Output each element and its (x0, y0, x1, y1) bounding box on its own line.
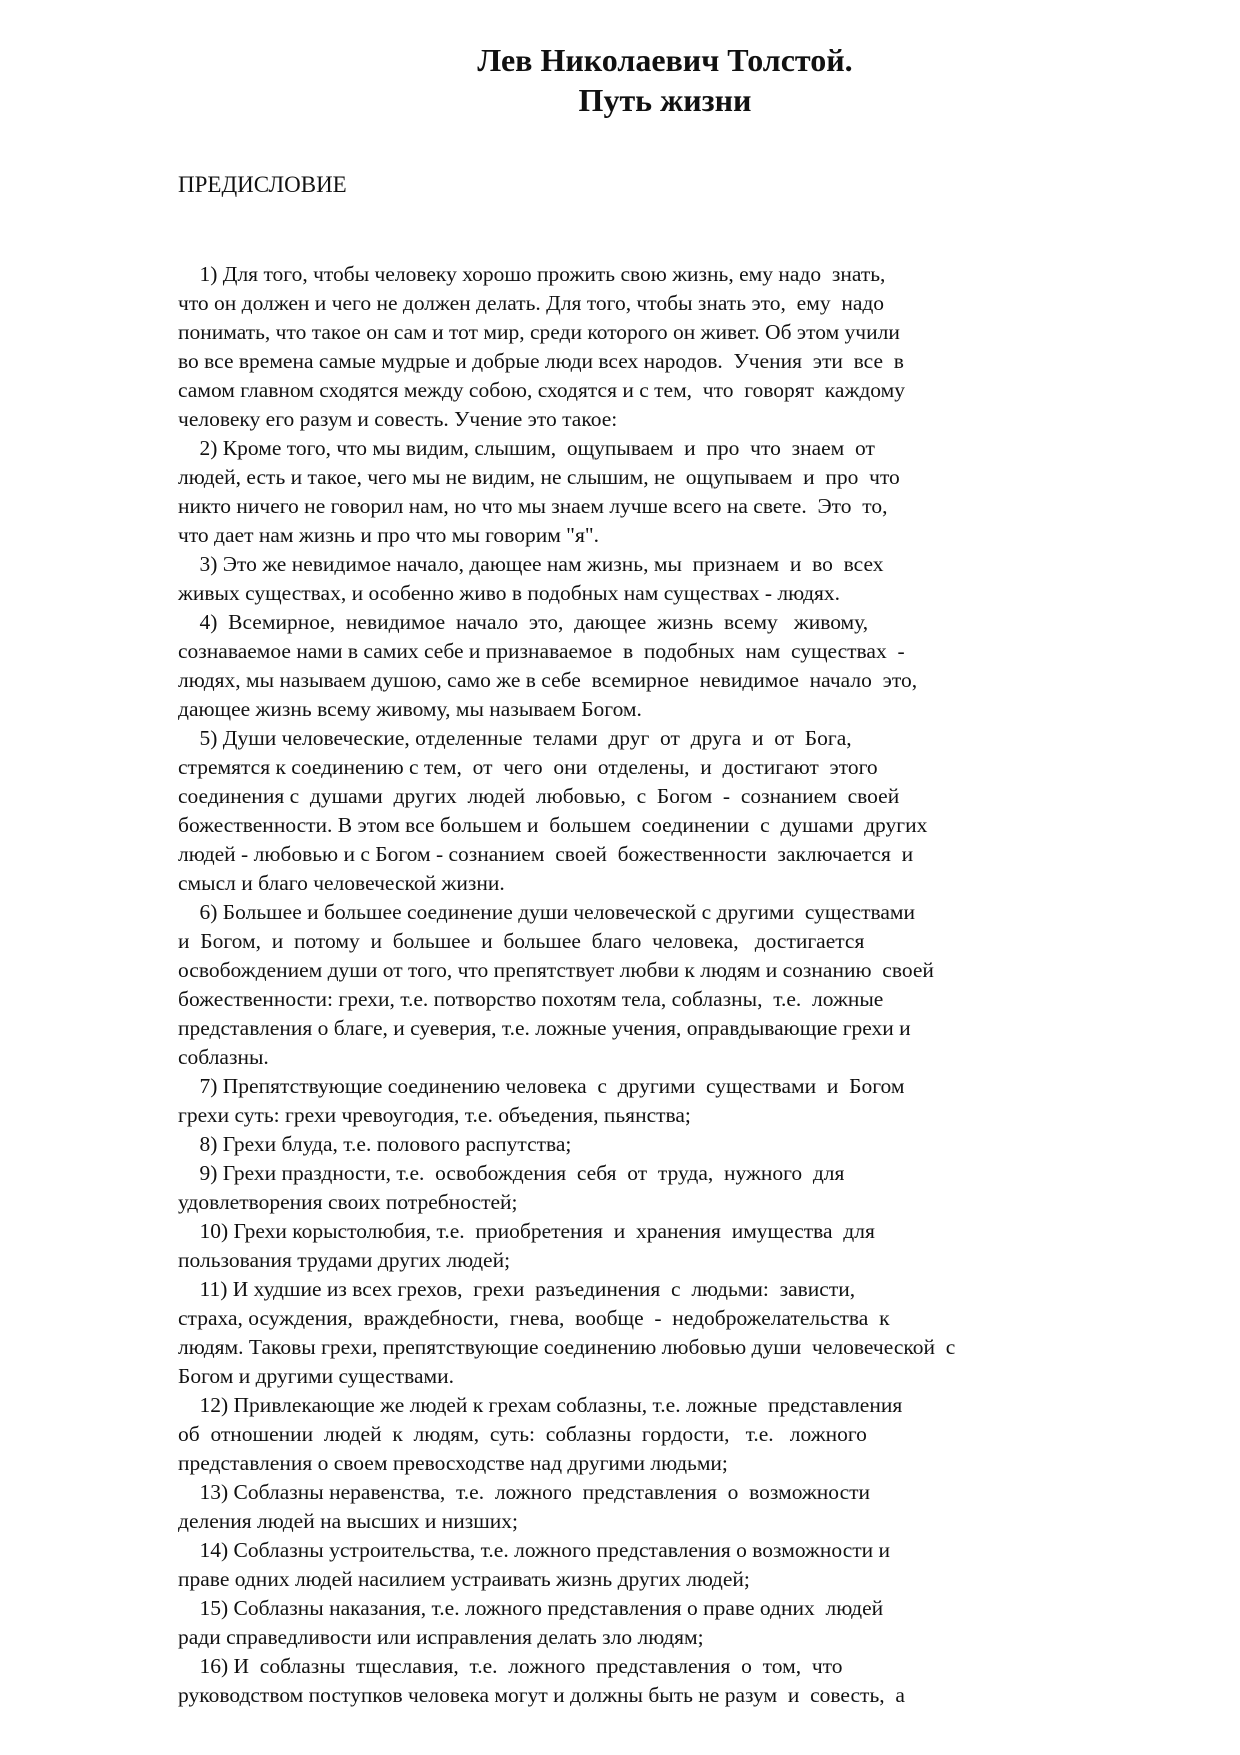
text-line: божественности. В этом все большем и большем соединении с душами других (178, 813, 928, 837)
text-line: 11) И худшие из всех грехов, грехи разъединения с людьми: зависти, (178, 1277, 856, 1301)
text-line: 1) Для того, чтобы человеку хорошо прожить свою жизнь, ему надо знать, (178, 262, 886, 286)
text-line: 4) Всемирное, невидимое начало это, дающее жизнь всему живому, (178, 610, 869, 634)
text-line: людей, есть и такое, чего мы не видим, не слышим, не ощупываем и про что (178, 465, 900, 489)
text-line: живых существах, и особенно живо в подобных нам существах - людях. (178, 581, 841, 605)
text-line: страха, осуждения, враждебности, гнева, вообще - недоброжелательства к (178, 1306, 890, 1330)
text-line: никто ничего не говорил нам, но что мы знаем лучше всего на свете. Это то, (178, 494, 888, 518)
section-heading: ПРЕДИСЛОВИЕ (178, 172, 347, 197)
text-line: 2) Кроме того, что мы видим, слышим, ощупываем и про что знаем от (178, 436, 875, 460)
text-line: что дает нам жизнь и про что мы говорим "я". (178, 523, 599, 547)
title-work: Путь жизни (578, 82, 752, 118)
text-line: стремятся к соединению с тем, от чего они отделены, и достигают этого (178, 755, 878, 779)
text-line: деления людей на высших и низших; (178, 1509, 519, 1533)
text-line: и Богом, и потому и большее и большее благо человека, достигается (178, 929, 865, 953)
text-line: 3) Это же невидимое начало, дающее нам жизнь, мы признаем и во всех (178, 552, 884, 576)
body-text (178, 260, 1098, 1710)
text-line: ради справедливости или исправления делать зло людям; (178, 1625, 704, 1649)
text-line: праве одних людей насилием устраивать жизнь других людей; (178, 1567, 750, 1591)
text-line: божественности: грехи, т.е. потворство похотям тела, соблазны, т.е. ложные (178, 987, 884, 1011)
text-line: сознаваемое нами в самих себе и признаваемое в подобных нам существах - (178, 639, 905, 663)
text-line: об отношении людей к людям, суть: соблазны гордости, т.е. ложного (178, 1422, 867, 1446)
text-line: самом главном сходятся между собою, сходятся и с тем, что говорят каждому (178, 378, 905, 402)
text-line: понимать, что такое он сам и тот мир, среди которого он живет. Об этом учили (178, 320, 900, 344)
text-line: 7) Препятствующие соединению человека с другими существами и Богом (178, 1074, 905, 1098)
text-line: что он должен и чего не должен делать. Для того, чтобы знать это, ему надо (178, 291, 885, 315)
title-author: Лев Николаевич Толстой. (477, 42, 853, 78)
text-line: освобождением души от того, что препятствует любви к людям и сознанию своей (178, 958, 934, 982)
text-line: 13) Соблазны неравенства, т.е. ложного представления о возможности (178, 1480, 871, 1504)
text-line: Богом и другими существами. (178, 1364, 455, 1388)
text-line: 9) Грехи праздности, т.е. освобождения себя от труда, нужного для (178, 1161, 845, 1185)
text-line: 5) Души человеческие, отделенные телами друг от друга и от Бога, (178, 726, 852, 750)
text-line: пользования трудами других людей; (178, 1248, 511, 1272)
text-line: руководством поступков человека могут и должны быть не разум и совесть, а (178, 1683, 905, 1707)
text-line: 14) Соблазны устроительства, т.е. ложного представления о возможности и (178, 1538, 891, 1562)
text-line: грехи суть: грехи чревоугодия, т.е. объедения, пьянства; (178, 1103, 691, 1127)
text-line: людям. Таковы грехи, препятствующие соединению любовью души человеческой с (178, 1335, 956, 1359)
text-line: 8) Грехи блуда, т.е. полового распутства; (178, 1132, 572, 1156)
text-line: удовлетворения своих потребностей; (178, 1190, 518, 1214)
text-line: во все времена самые мудрые и добрые люди всех народов. Учения эти все в (178, 349, 904, 373)
text-line: представления о благе, и суеверия, т.е. ложные учения, оправдывающие грехи и (178, 1016, 911, 1040)
text-line: 12) Привлекающие же людей к грехам соблазны, т.е. ложные представления (178, 1393, 903, 1417)
text-line: смысл и благо человеческой жизни. (178, 871, 505, 895)
text-line: 10) Грехи корыстолюбия, т.е. приобретения и хранения имущества для (178, 1219, 875, 1243)
text-line: соблазны. (178, 1045, 269, 1069)
text-line: людях, мы называем душою, само же в себе всемирное невидимое начало это, (178, 668, 918, 692)
text-line: представления о своем превосходстве над другими людьми; (178, 1451, 728, 1475)
text-line: 6) Большее и большее соединение души человеческой с другими существами (178, 900, 915, 924)
text-line: 16) И соблазны тщеславия, т.е. ложного представления о том, что (178, 1654, 843, 1678)
document-title (0, 40, 1240, 120)
text-line: человеку его разум и совесть. Учение это такое: (178, 407, 618, 431)
text-line: 15) Соблазны наказания, т.е. ложного представления о праве одних людей (178, 1596, 884, 1620)
text-line: соединения с душами других людей любовью, с Богом - сознанием своей (178, 784, 900, 808)
text-line: людей - любовью и с Богом - сознанием своей божественности заключается и (178, 842, 914, 866)
text-line: дающее жизнь всему живому, мы называем Богом. (178, 697, 642, 721)
